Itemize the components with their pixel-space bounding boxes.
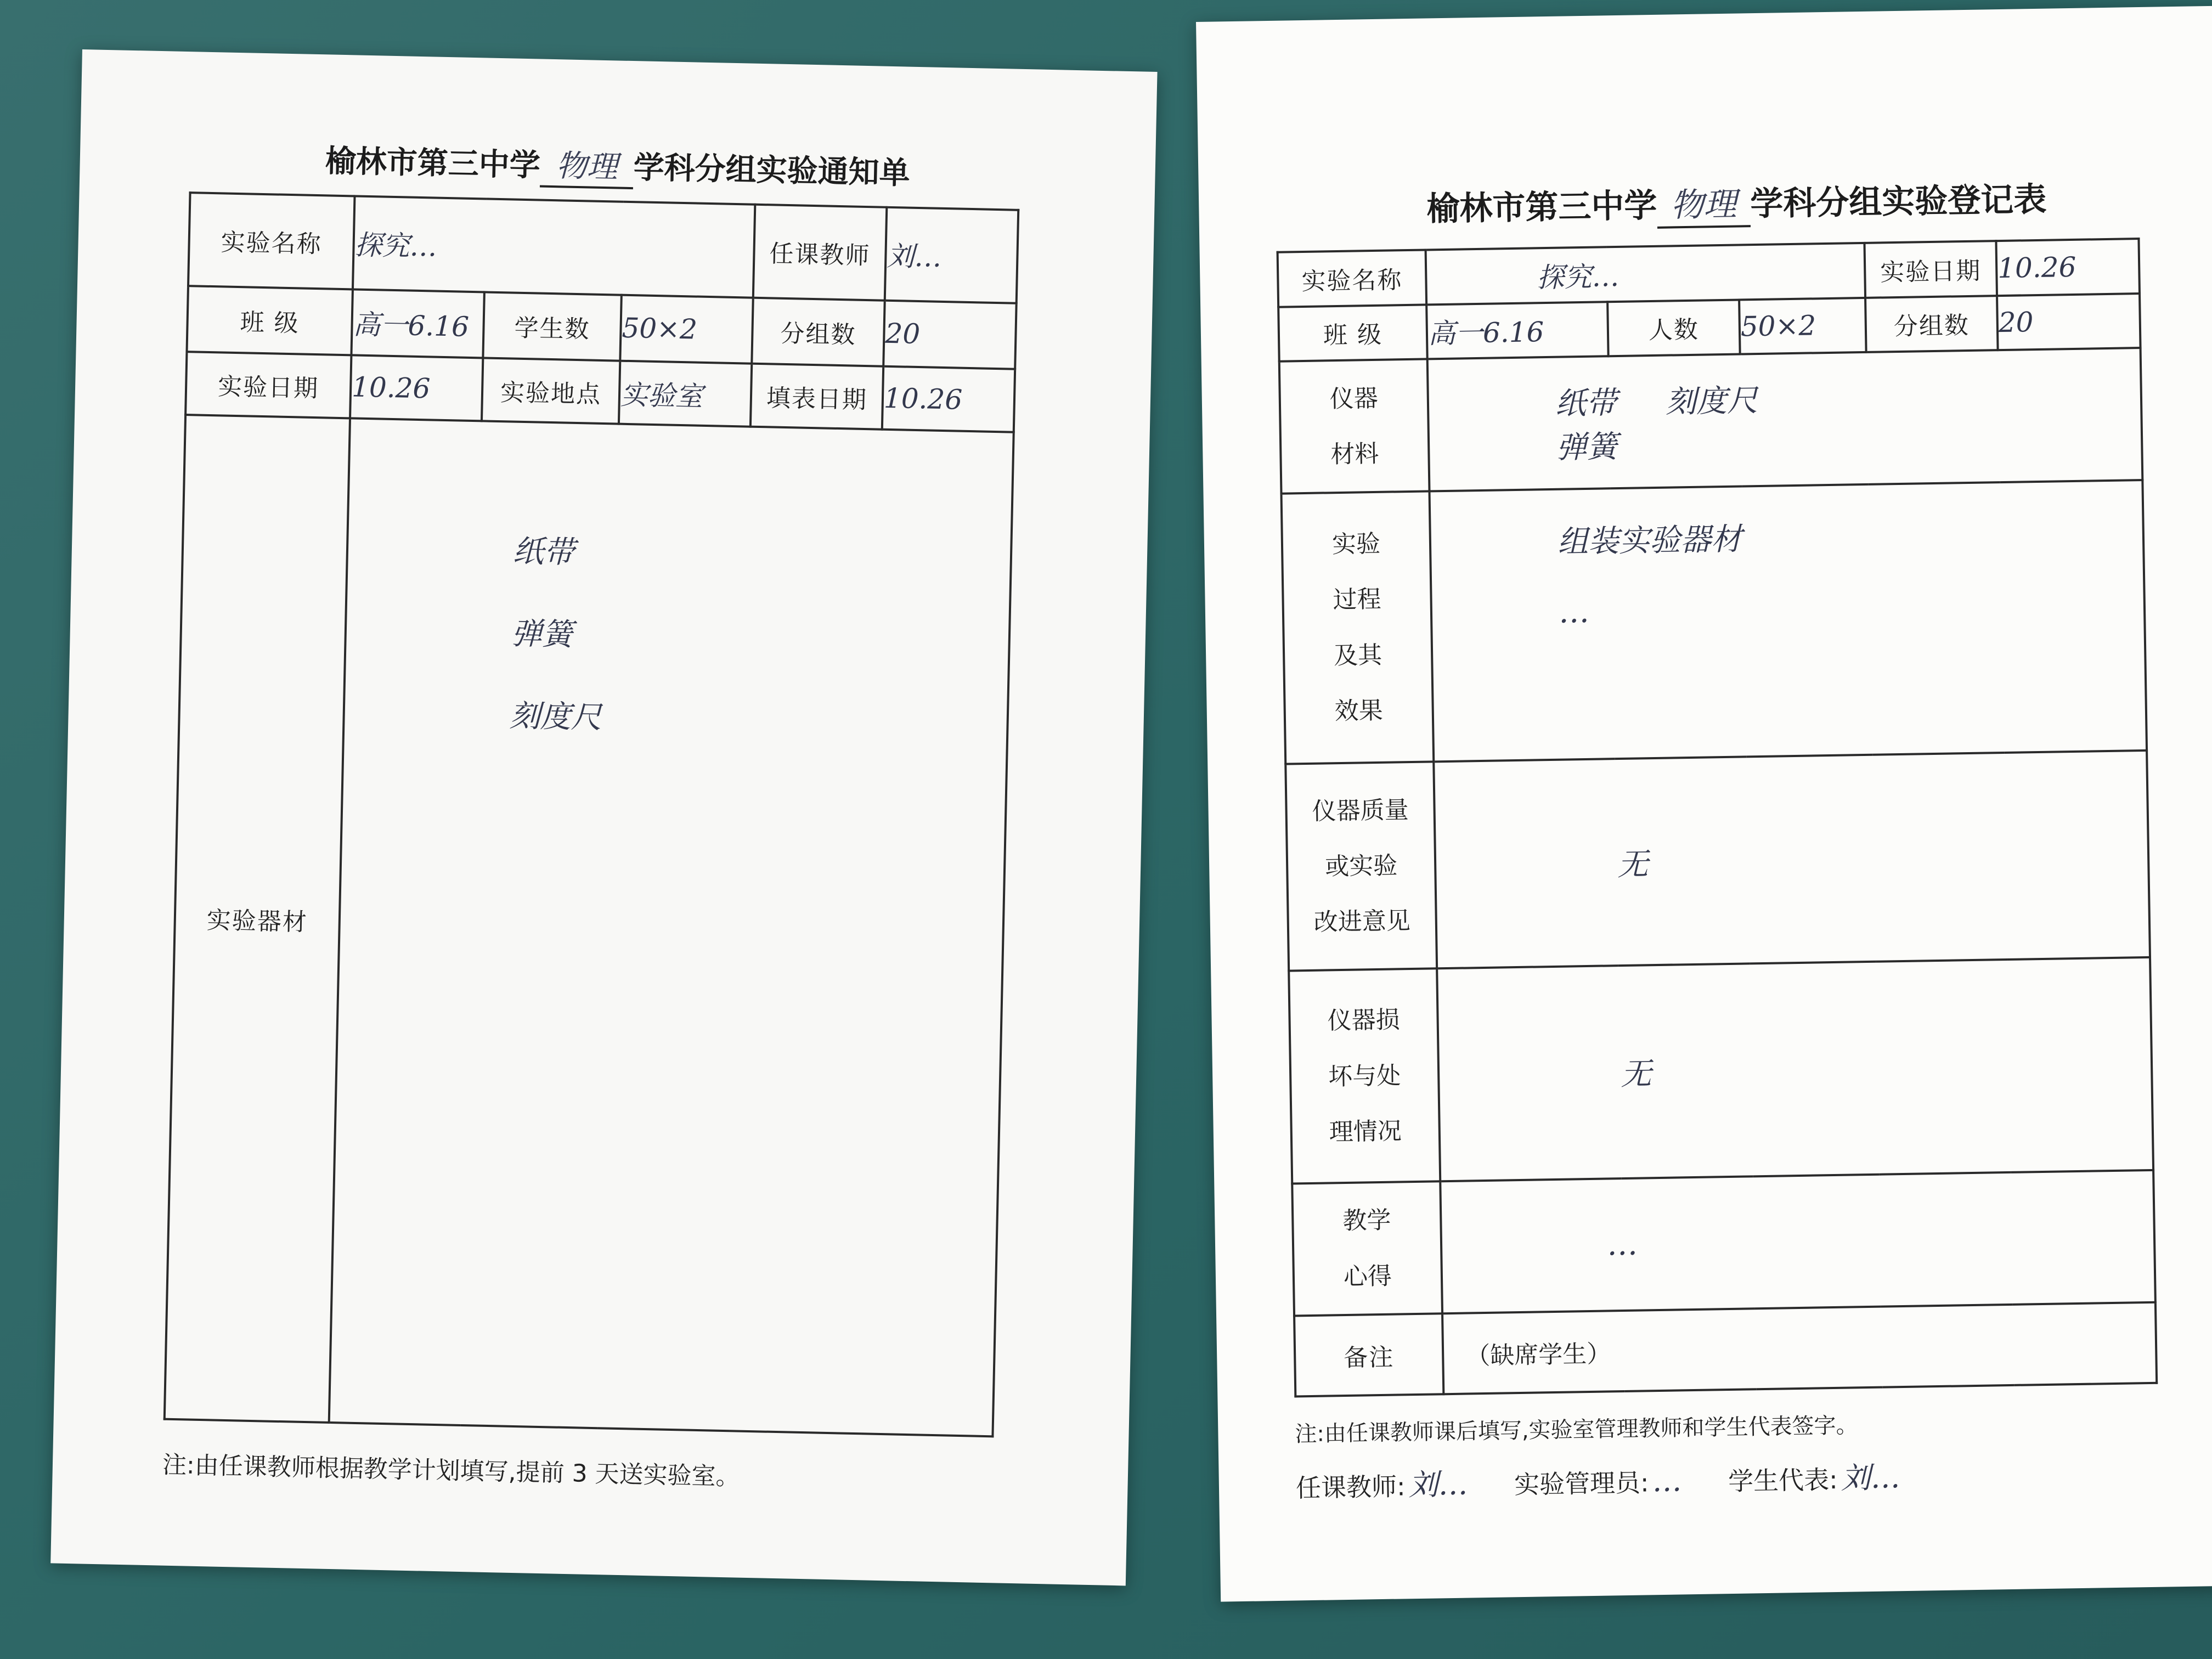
- reg-label-process: [1282, 492, 1434, 764]
- value-groups: 20: [883, 301, 1016, 369]
- reg-value-quality: 无: [1434, 751, 2150, 969]
- notice-table: [163, 191, 1020, 1437]
- reg-label-class: 班 级: [1278, 304, 1427, 362]
- value-fill-date: 10.26: [882, 366, 1015, 432]
- notice-row-name: [188, 193, 1018, 303]
- reg-label-materials: [1279, 359, 1430, 494]
- reg-label-people: 人数: [1607, 300, 1740, 356]
- reg-label-experience-line: 教学: [1342, 1206, 1391, 1235]
- notice-footnote: 注:由任课教师根据教学计划填写,提前 3 天送实验室。: [162, 1451, 741, 1491]
- reg-label-materials-line: 材料: [1330, 439, 1379, 469]
- notice-title-suffix: 学科分组实验通知单: [633, 149, 911, 191]
- reg-label-experience: [1292, 1181, 1442, 1316]
- value-class: 高一6.16: [351, 289, 484, 358]
- reg-process-line: …: [1558, 594, 1590, 630]
- reg-value-exp-name: 探究…: [1426, 243, 1865, 304]
- reg-label-process-line: 效果: [1334, 696, 1384, 725]
- label-exp-name: 实验名称: [188, 193, 354, 289]
- reg-label-quality-line: 或实验: [1324, 851, 1398, 881]
- register-title: [1199, 170, 2212, 236]
- reg-value-materials: [1427, 348, 2143, 491]
- reg-value-remarks: （缺席学生）: [1442, 1302, 2157, 1394]
- value-teacher: 刘…: [885, 207, 1019, 303]
- reg-label-damage-line: 坏与处: [1328, 1061, 1401, 1091]
- notice-row-equipment: [165, 415, 1014, 1436]
- label-teacher: 任课教师: [753, 205, 887, 301]
- register-title-suffix: 学科分组实验登记表: [1750, 180, 2047, 224]
- reg-label-damage: [1289, 969, 1440, 1184]
- label-students: 学生数: [483, 292, 621, 360]
- label-groups: 分组数: [752, 298, 884, 366]
- sig-label-admin: 实验管理员:: [1514, 1468, 1649, 1500]
- label-fill-date: 填表日期: [751, 364, 883, 430]
- equipment-item: 纸带: [512, 533, 575, 571]
- sig-rep: 刘…: [1841, 1460, 1901, 1496]
- sig-label-rep: 学生代表:: [1728, 1464, 1838, 1497]
- register-row-process: [1282, 480, 2147, 764]
- notice-title-prefix: 榆林市第三中学: [325, 143, 541, 184]
- reg-materials-line: 弹簧: [1555, 428, 1618, 466]
- reg-value-experience: …: [1440, 1170, 2155, 1313]
- label-equipment: 实验器材: [165, 415, 350, 1423]
- register-subject-handwritten: 物理: [1657, 178, 1751, 229]
- value-exp-name: 探究…: [353, 196, 755, 297]
- reg-label-quality-line: 改进意见: [1313, 907, 1411, 937]
- label-class: 班 级: [187, 286, 353, 355]
- register-row-materials: [1279, 348, 2143, 494]
- reg-label-damage-line: 仪器损: [1327, 1006, 1401, 1035]
- reg-label-experience-line: 心得: [1343, 1262, 1392, 1291]
- sig-teacher: 刘…: [1408, 1466, 1468, 1503]
- reg-value-damage: 无: [1437, 957, 2153, 1181]
- register-sheet: [1196, 5, 2212, 1601]
- register-row-experience: [1292, 1170, 2155, 1316]
- register-row-damage: [1289, 957, 2153, 1183]
- register-signatures: [1295, 1453, 1939, 1505]
- reg-label-groups: 分组数: [1865, 296, 1998, 352]
- equipment-item: 刻度尺: [509, 698, 602, 736]
- equipment-item: 弹簧: [511, 616, 573, 653]
- reg-label-process-line: 实验: [1331, 530, 1381, 559]
- register-footnote: 注:由任课教师课后填写,实验室管理教师和学生代表签字。: [1295, 1413, 1858, 1447]
- reg-label-date: 实验日期: [1864, 241, 1997, 297]
- value-place: 实验室: [619, 361, 752, 427]
- register-row-remarks: [1294, 1302, 2157, 1396]
- register-row-quality: [1285, 751, 2150, 971]
- reg-process-line: 组装实验器材: [1557, 521, 1742, 561]
- reg-label-process-line: 过程: [1333, 585, 1381, 614]
- reg-value-groups: 20: [1997, 294, 2141, 351]
- reg-label-exp-name: 实验名称: [1278, 250, 1427, 307]
- reg-value-class: 高一6.16: [1426, 302, 1609, 359]
- reg-label-process-line: 及其: [1333, 641, 1383, 670]
- reg-label-remarks: 备注: [1294, 1313, 1443, 1396]
- reg-label-quality: [1285, 761, 1437, 971]
- reg-value-people: 50×2: [1739, 297, 1866, 354]
- reg-label-quality-line: 仪器质量: [1312, 795, 1409, 826]
- notice-subject-handwritten: 物理: [540, 142, 634, 190]
- sig-admin: …: [1652, 1463, 1682, 1499]
- reg-label-damage-line: 理情况: [1329, 1117, 1402, 1147]
- value-students: 50×2: [620, 295, 753, 364]
- register-title-prefix: 榆林市第三中学: [1426, 186, 1657, 229]
- reg-value-date: 10.26: [1996, 239, 2140, 296]
- reg-materials-line: 纸带 刻度尺: [1555, 382, 1758, 422]
- label-place: 实验地点: [482, 358, 620, 424]
- equipment-list: [329, 418, 1014, 1436]
- label-date: 实验日期: [185, 352, 351, 418]
- notice-title: [80, 132, 1155, 200]
- sig-label-teacher: 任课教师:: [1295, 1471, 1406, 1503]
- value-date: 10.26: [350, 355, 483, 421]
- register-table: [1277, 238, 2158, 1397]
- reg-value-process: [1429, 480, 2147, 761]
- notice-sheet: [50, 49, 1157, 1585]
- reg-label-materials-line: 仪器: [1329, 384, 1379, 413]
